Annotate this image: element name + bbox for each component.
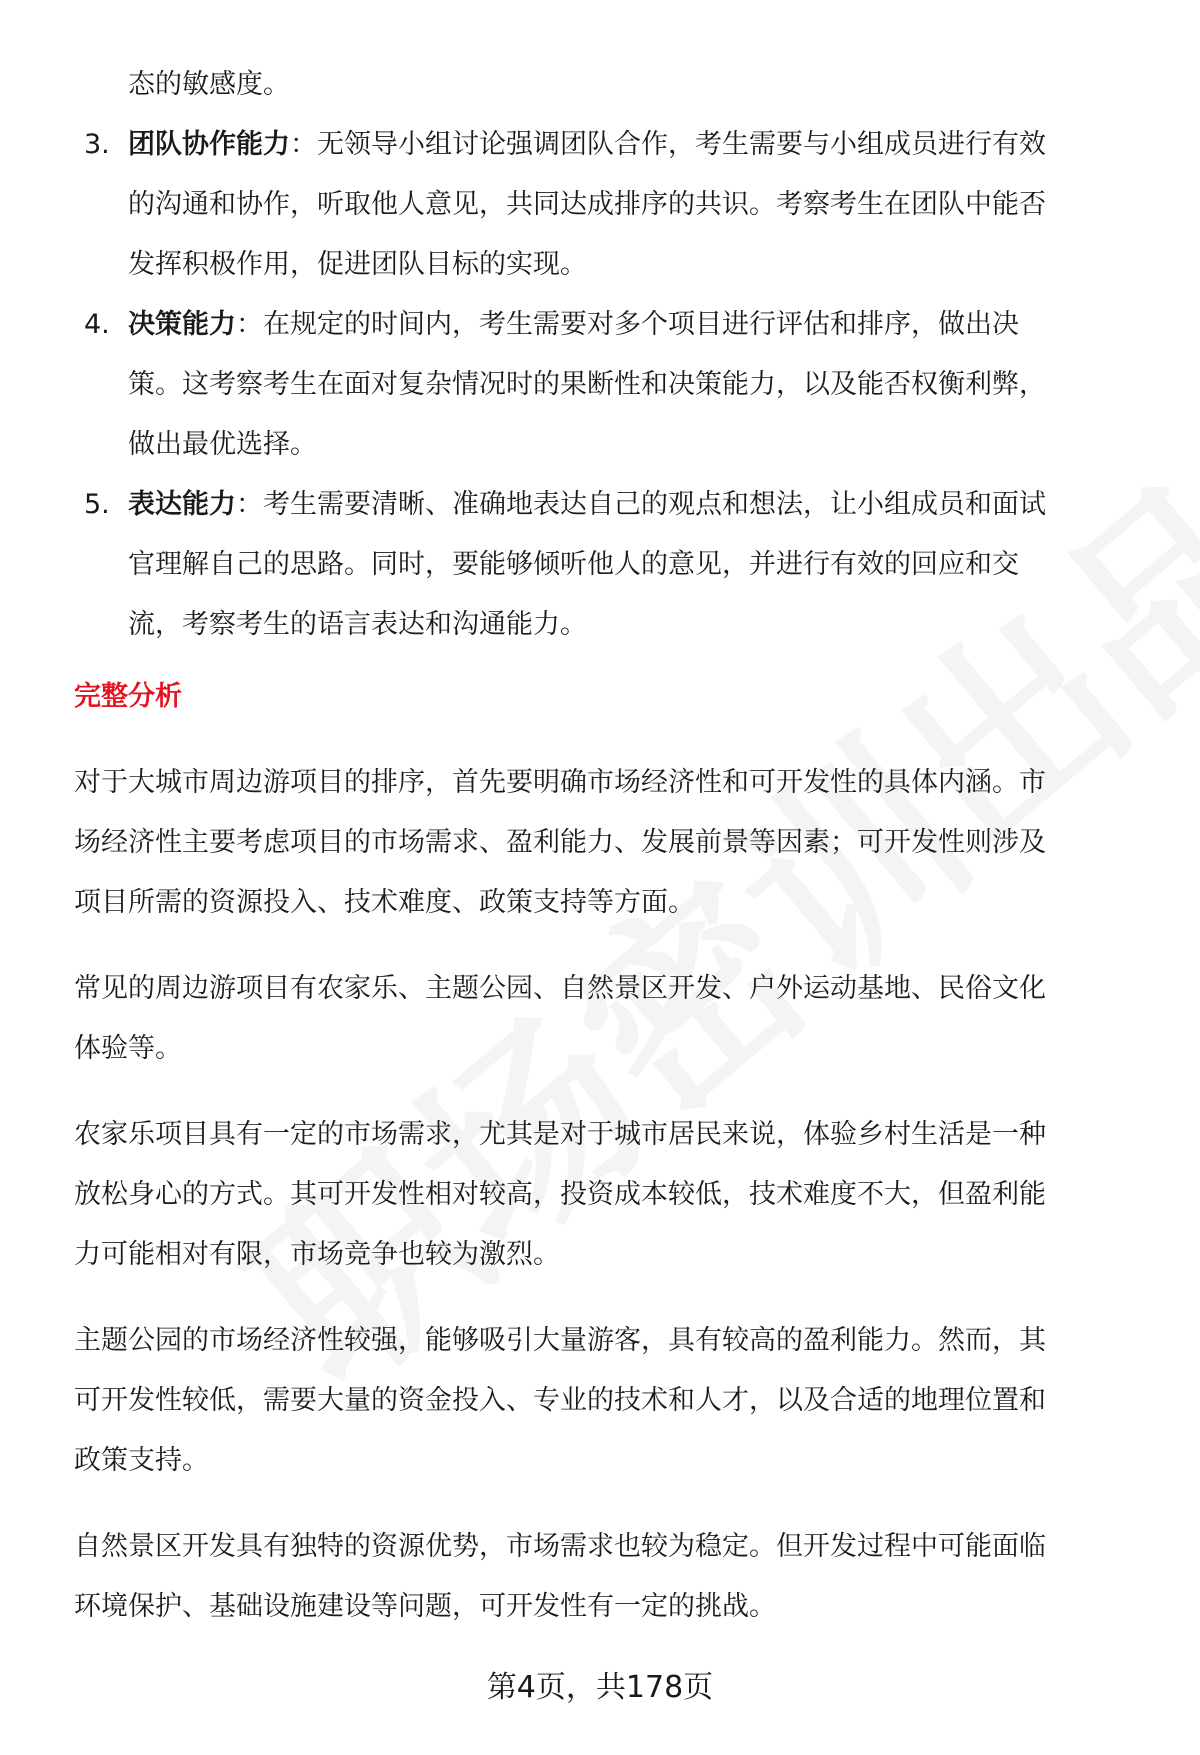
list-item-line: 流，考察考生的语言表达和沟通能力。 xyxy=(128,609,587,640)
list-item-line: 发挥积极作用，促进团队目标的实现。 xyxy=(128,249,587,280)
list-item-line: 策。这考察考生在面对复杂情况时的果断性和决策能力，以及能否权衡利弊， xyxy=(128,369,1046,400)
list-item-text: ：在规定的时间内，考生需要对多个项目进行评估和排序，做出决 xyxy=(236,309,1019,340)
paragraph-line: 对于大城市周边游项目的排序，首先要明确市场经济性和可开发性的具体内涵。市 xyxy=(74,767,1046,798)
list-item-line: 做出最优选择。 xyxy=(128,429,317,460)
paragraph xyxy=(74,1517,1154,1637)
list-item-term: 表达能力 xyxy=(128,489,236,520)
paragraph-line: 可开发性较低，需要大量的资金投入、专业的技术和人才，以及合适的地理位置和 xyxy=(74,1385,1046,1416)
list-item xyxy=(74,295,1154,475)
list-item-term: 决策能力 xyxy=(128,309,236,340)
list-item-line xyxy=(128,475,1154,535)
list-item-line: 的沟通和协作，听取他人意见，共同达成排序的共识。考察考生在团队中能否 xyxy=(128,189,1046,220)
list-item-line xyxy=(128,115,1154,175)
list-item-text: ：无领导小组讨论强调团队合作，考生需要与小组成员进行有效 xyxy=(290,129,1046,160)
paragraph-line: 体验等。 xyxy=(74,1033,182,1064)
list-item-line xyxy=(128,295,1154,355)
intro-continuation: 态的敏感度。 xyxy=(128,69,290,100)
paragraph-line: 主题公园的市场经济性较强，能够吸引大量游客，具有较高的盈利能力。然而，其 xyxy=(74,1325,1046,1356)
paragraph-line: 常见的周边游项目有农家乐、主题公园、自然景区开发、户外运动基地、民俗文化 xyxy=(74,973,1046,1004)
paragraph-line: 场经济性主要考虑项目的市场需求、盈利能力、发展前景等因素；可开发性则涉及 xyxy=(74,827,1046,858)
list-item xyxy=(74,115,1154,295)
paragraph-line: 农家乐项目具有一定的市场需求，尤其是对于城市居民来说，体验乡村生活是一种 xyxy=(74,1119,1046,1150)
paragraph-line: 项目所需的资源投入、技术难度、政策支持等方面。 xyxy=(74,887,695,918)
paragraph xyxy=(74,1311,1154,1491)
list-item-number: 3. xyxy=(84,129,110,160)
list-item-text: ：考生需要清晰、准确地表达自己的观点和想法，让小组成员和面试 xyxy=(236,489,1046,520)
list-item-term: 团队协作能力 xyxy=(128,129,290,160)
paragraph-line: 自然景区开发具有独特的资源优势，市场需求也较为稳定。但开发过程中可能面临 xyxy=(74,1531,1046,1562)
paragraph-line: 政策支持。 xyxy=(74,1445,209,1476)
list-item-line: 官理解自己的思路。同时，要能够倾听他人的意见，并进行有效的回应和交 xyxy=(128,549,1019,580)
list-item-number: 5. xyxy=(84,489,110,520)
page-content xyxy=(74,55,1154,1663)
paragraph xyxy=(74,753,1154,933)
section-title: 完整分析 xyxy=(74,681,182,712)
paragraph xyxy=(74,1105,1154,1285)
list-item xyxy=(74,475,1154,655)
paragraph-line: 力可能相对有限，市场竞争也较为激烈。 xyxy=(74,1239,560,1270)
paragraph-line: 放松身心的方式。其可开发性相对较高，投资成本较低，技术难度不大，但盈利能 xyxy=(74,1179,1046,1210)
list-item-number: 4. xyxy=(84,309,110,340)
paragraph-line: 环境保护、基础设施建设等问题，可开发性有一定的挑战。 xyxy=(74,1591,776,1622)
paragraph xyxy=(74,959,1154,1079)
page-number-footer: 第4页，共178页 xyxy=(486,1670,714,1705)
